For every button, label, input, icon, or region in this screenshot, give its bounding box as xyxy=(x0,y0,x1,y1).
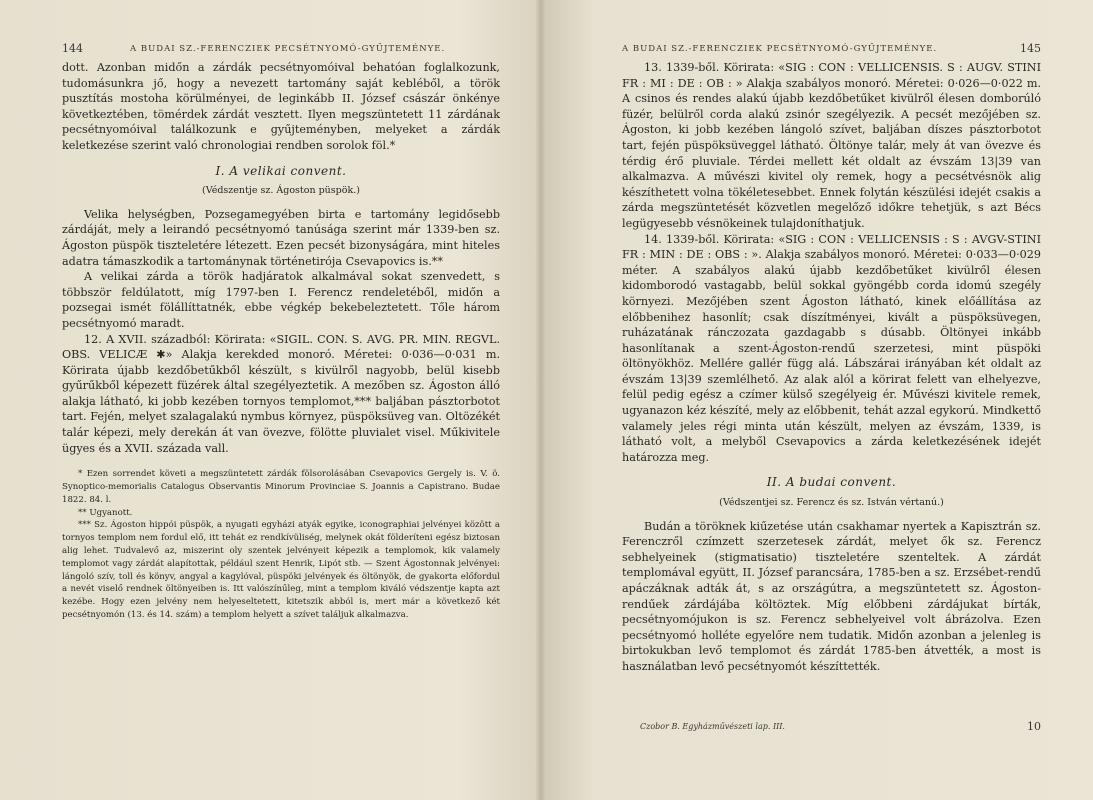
footnote-1: * Ezen sorrendet követi a megszüntetett zárdák fölsorolásában Csevapovics Gergely is. V. ö. Synoptico-memorialis Catalogus Observantis Minorum Provinciae S. Joannis a Capistrano. Budae 1822. 84. l. xyxy=(62,469,500,505)
right-running-title: A BUDAI SZ.-FERENCZIEK PECSÉTNYOMÓ-GYŰJTEMÉNYE. xyxy=(622,44,938,54)
left-intro-paragraph: dott. Azonban midőn a zárdák pecsétnyomóival behatóan foglalkozunk, tudomásunkra jő, hogy a nevezett tartomány saját kebléből, a török pusztítás mostoha körülményei, de leginkább II. József császár önkénye következtében, tömérdek zárdát vesztett. Ilyen megszüntetett 11 zárdának pecsétnyomóival találkozunk e gyűjteményben, melyeket a zárdák keletkezése szerint való chronologiai rendben sorolok föl.* xyxy=(62,61,500,152)
left-page xyxy=(0,0,540,800)
sheet-number: 10 xyxy=(1027,720,1041,733)
section-subtitle-velikai: (Védszentje sz. Ágoston püspök.) xyxy=(202,185,360,197)
section-title-budai: II. A budai convent. xyxy=(766,475,897,490)
right-body-text xyxy=(622,60,1041,675)
section-subtitle-budai: (Védszentjei sz. Ferencz és sz. István vértanú.) xyxy=(719,497,944,509)
right-page-number: 145 xyxy=(1020,42,1041,55)
right-running-header xyxy=(622,42,1041,60)
right-paragraph-3: Budán a töröknek kiűzetése után csakhamar nyertek a Kapisztrán sz. Ferenczről czímzett szerzetesek zárdát, melyet ők sz. Ferencz sebhelyeinek (stigmatisatio) tiszteletére szenteltek. A zárdát templomával együtt, II. József parancsára, 1785-ben a sz. Erzsébet-rendű apáczáknak adták át, s az országútra, a megszüntetett sz. Ágoston-rendűek zárdájába költöztek. Míg előbbeni zárdájukat bírták, pecsétnyomójukon is sz. Ferencz sebhelyeivel volt ábrázolva. Ezen pecsétnyomó holléte egyelőre nem tudatik. Midőn azonban a jelenleg is birtokukban levő templomot és zárdát 1785-ben átvették, a most is használatban levő pecsétnyomót készíttették. xyxy=(622,519,1041,673)
left-footnotes xyxy=(62,468,500,622)
left-paragraph-3: 12. A XVII. századból: Körirata: «SIGIL. CON. S. AVG. PR. MIN. REGVL. OBS. VELICÆ ✱» Alakja kerekded monoró. Méretei: 0·036—0·031 m. Körirata újabb kezdőbetűkből készült, s kivülről nagyobb, belül kisebb gyűrűkből képezett füzérek által szegélyeztetik. A mezőben sz. Ágoston álló alakja látható, ki jobb kezében tornyos templomot,*** baljában pásztorbotot tart. Fején, melyet szalagalakú nymbus környez, püspöksüveg van. Oltözékét talár képezi, mely derekán át van övezve, fölötte pluvialet visel. Műkivitele ügyes és a XVII. százada vall. xyxy=(62,332,500,455)
right-paragraph-1: 13. 1339-ből. Körirata: «SIG : CON : VELLICENSIS. S : AUGV. STINI FR : MI : DE : OB : » Alakja szabályos monoró. Méretei: 0·026—0·022 m. A csinos és rendes alakú újabb kezdőbetűket kivülről élesen domborúló füzér, belülről corda alakú zsinór szegélyezik. A pecsét mezőjében sz. Ágoston, ki jobb kezében lángoló szívet, baljában díszes pásztorbotot tart, fején püspöksüveggel látható. Öltönye talár, mely át van övezve és térdig érő pluviale. Térdei mellett két oldalt az évszám 13|39 van alkalmazva. A művészi kivitel oly remek, hogy a pecsétvésnök alig készíthetett volna tökéletesebbet. Ennek folytán készülési idejét csakis a zárda megszüntetését közvetlen megelőző időkre tehetjük, s azt Bécs legügyesebb vésnökeinek tulajdoníthatjuk. xyxy=(622,61,1041,230)
left-paragraph-2: A velikai zárda a török hadjáratok alkalmával sokat szenvedett, s többször feldúlatott, míg 1797-ben I. Ferencz rendeletéből, midőn a pozsegai ismét fölállíttatnék, ebbe végkép bekebeleztetett. Tőle három pecsétnyomó maradt. xyxy=(62,270,500,330)
footnote-3: *** Sz. Ágoston hippói püspök, a nyugati egyházi atyák egyike, iconographiai jelvényei között a tornyos templom nem fordul elő, itt tehát ez rendkívüliség, melynek okát földeríteni egész biztosan alig lehet. Tudvalevő az, miszerint oly szentek jelvényeit képezik a templomok, kik valamely templomot vagy zárdát alapítottak, például szent Henrik, Lipót stb. — Szent Ágostonnak jelvényei: lángoló szív, toll és könyv, angyal a kagylóval, püspöki jelvények és öltönyök, de gyakorta előfordul a nevét viselő rendnek öltönyeiben is. Itt valószínűleg, mint a templom kiváló védszentje kapta azt kezébe. Hogy ezen jelvény nem helyeseltetett, kitetszik abból is, mert már a következő két pecsétnyomón (13. és 14. szám) a templom helyett a szívet találjuk alkalmazva. xyxy=(62,520,500,621)
right-paragraph-2: 14. 1339-ből. Körirata: «SIG : CON : VELLICENSIS : S : AVGV-STINI FR : MIN : DE : OBS : ». Alakja szabályos monoró. Méretei: 0·033—0·029 méter. A szabályos alakú újabb kezdőbetűket kivülről élesen kidomborodó vastagabb, belül sokkal gyöngébb corda idomú szegély környezi. Mezőjében szent Ágoston látható, kinek előállítása az előbbenihez hasonlít; csak díszítményei, kivált a püspöksüvegen, ruházatának ránczozata gazdagabb s dúsabb. Öltönyei inkább hasonlítanak a szent-Ágoston-rendű szerzetesi, mint püspöki öltönyökhöz. Mellére gallér függ alá. Lábszárai irányában két oldalt az évszám 13|39 szemlélhető. Az alak alól a körirat felett van elhelyezve, felül pedig egész a czímer külső szegélyeig ér. Művészi kivitele remek, ugyanazon kéz készíté, mely az előbbenit, tehát azzal egykorú. Mindkettő valamely jeles régi minta után készült, melyen az évszám, 1339, is látható volt, a melyből Csevapovics a zárda keletkezésének idejét határozza meg. xyxy=(622,232,1041,464)
footnote-2: ** Ugyanott. xyxy=(78,507,133,518)
left-page-number: 144 xyxy=(62,42,83,55)
left-body-text xyxy=(62,60,500,456)
section-title-velikai: I. A velikai convent. xyxy=(215,163,347,178)
signature-mark: Czobor B. Egyházművészeti lap. III. xyxy=(640,722,785,731)
book-gutter xyxy=(536,0,546,800)
left-running-title: A BUDAI SZ.-FERENCZIEK PECSÉTNYOMÓ-GYŰJTEMÉNYE. xyxy=(130,44,446,54)
left-running-header xyxy=(62,42,500,60)
right-page xyxy=(540,0,1093,800)
left-paragraph-1: Velika helységben, Pozsegamegyében birta e tartomány legidősebb zárdáját, mely a leirandó pecsétnyomó tanúsága szerint már 1339-ben sz. Ágoston püspök tiszteletére létezett. Ezen pecsét bizonyságára, mint hiteles adatra támaszkodik a tartománynak történetirója Csevapovics is.** xyxy=(62,207,500,268)
